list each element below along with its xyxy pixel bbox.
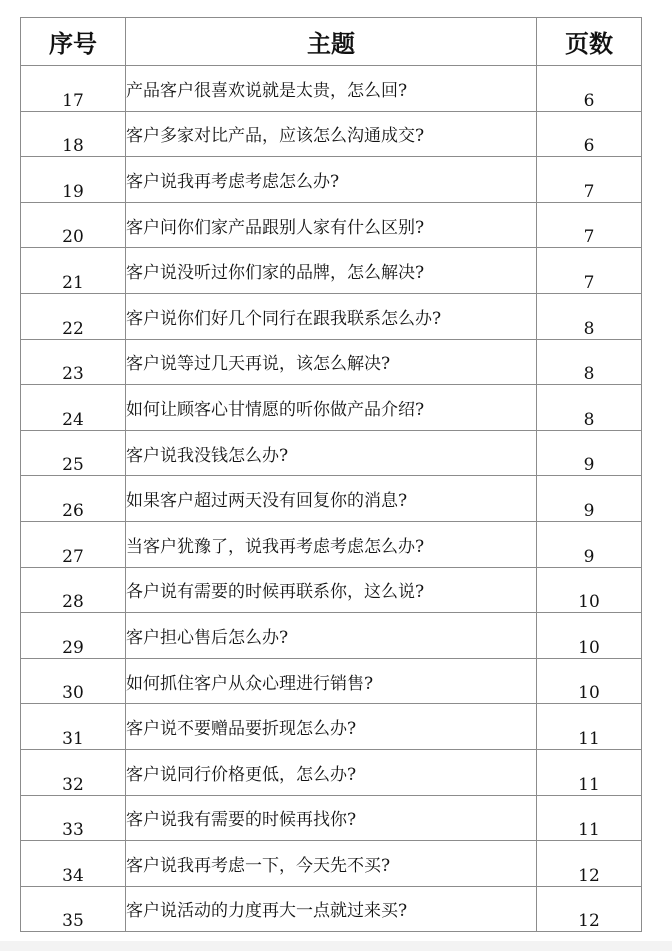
table-row [21,476,642,522]
page-bottom-edge [0,941,672,951]
row-page: 11 [537,795,642,841]
row-number: 27 [21,521,126,567]
table-row [21,704,642,750]
row-number: 23 [21,339,126,385]
row-page: 7 [537,157,642,203]
table-header [21,18,642,66]
table-row [21,202,642,248]
table-row [21,66,642,112]
row-topic: 产品客户很喜欢说就是太贵，怎么回? [126,66,537,112]
row-number: 29 [21,613,126,659]
row-number: 32 [21,749,126,795]
row-number: 22 [21,293,126,339]
table-body [21,66,642,932]
row-page: 6 [537,111,642,157]
row-page: 8 [537,339,642,385]
row-page: 9 [537,476,642,522]
row-topic: 客户说我再考虑一下，今天先不买? [126,841,537,887]
table-row [21,521,642,567]
row-page: 9 [537,430,642,476]
row-number: 26 [21,476,126,522]
row-page: 10 [537,567,642,613]
row-number: 34 [21,841,126,887]
row-page: 8 [537,385,642,431]
row-page: 11 [537,704,642,750]
row-page: 11 [537,749,642,795]
row-topic: 客户说等过几天再说，该怎么解决? [126,339,537,385]
table-row [21,886,642,932]
table-row [21,248,642,294]
header-page: 页数 [537,18,642,66]
row-page: 10 [537,613,642,659]
header-topic: 主题 [126,18,537,66]
row-page: 12 [537,886,642,932]
header-row [21,18,642,66]
row-number: 35 [21,886,126,932]
row-page: 10 [537,658,642,704]
row-number: 20 [21,202,126,248]
row-topic: 如果客户超过两天没有回复你的消息? [126,476,537,522]
header-number: 序号 [21,18,126,66]
row-number: 24 [21,385,126,431]
row-number: 31 [21,704,126,750]
row-topic: 客户说我没钱怎么办? [126,430,537,476]
row-number: 21 [21,248,126,294]
row-topic: 客户问你们家产品跟别人家有什么区别? [126,202,537,248]
row-topic: 客户说活动的力度再大一点就过来买? [126,886,537,932]
contents-table [20,17,642,932]
table-row [21,749,642,795]
table-row [21,795,642,841]
row-topic: 客户多家对比产品，应该怎么沟通成交? [126,111,537,157]
row-page: 8 [537,293,642,339]
table-row [21,293,642,339]
table-row [21,111,642,157]
row-number: 28 [21,567,126,613]
row-number: 33 [21,795,126,841]
row-number: 19 [21,157,126,203]
row-topic: 客户说不要赠品要折现怎么办? [126,704,537,750]
row-page: 6 [537,66,642,112]
row-page: 12 [537,841,642,887]
table-row [21,157,642,203]
row-number: 25 [21,430,126,476]
table-row [21,339,642,385]
row-topic: 客户说我再考虑考虑怎么办? [126,157,537,203]
table-row [21,613,642,659]
row-number: 17 [21,66,126,112]
table-row [21,841,642,887]
row-topic: 当客户犹豫了，说我再考虑考虑怎么办? [126,521,537,567]
row-page: 7 [537,202,642,248]
table-row [21,658,642,704]
table-row [21,567,642,613]
row-page: 9 [537,521,642,567]
table-row [21,385,642,431]
row-page: 7 [537,248,642,294]
row-topic: 客户说我有需要的时候再找你? [126,795,537,841]
row-topic: 各户说有需要的时候再联系你，这么说? [126,567,537,613]
row-topic: 如何抓住客户从众心理进行销售? [126,658,537,704]
table-row [21,430,642,476]
row-number: 30 [21,658,126,704]
row-topic: 客户说你们好几个同行在跟我联系怎么办? [126,293,537,339]
row-topic: 客户担心售后怎么办? [126,613,537,659]
row-topic: 客户说没听过你们家的品牌，怎么解决? [126,248,537,294]
row-number: 18 [21,111,126,157]
row-topic: 客户说同行价格更低，怎么办? [126,749,537,795]
row-topic: 如何让顾客心甘情愿的听你做产品介绍? [126,385,537,431]
